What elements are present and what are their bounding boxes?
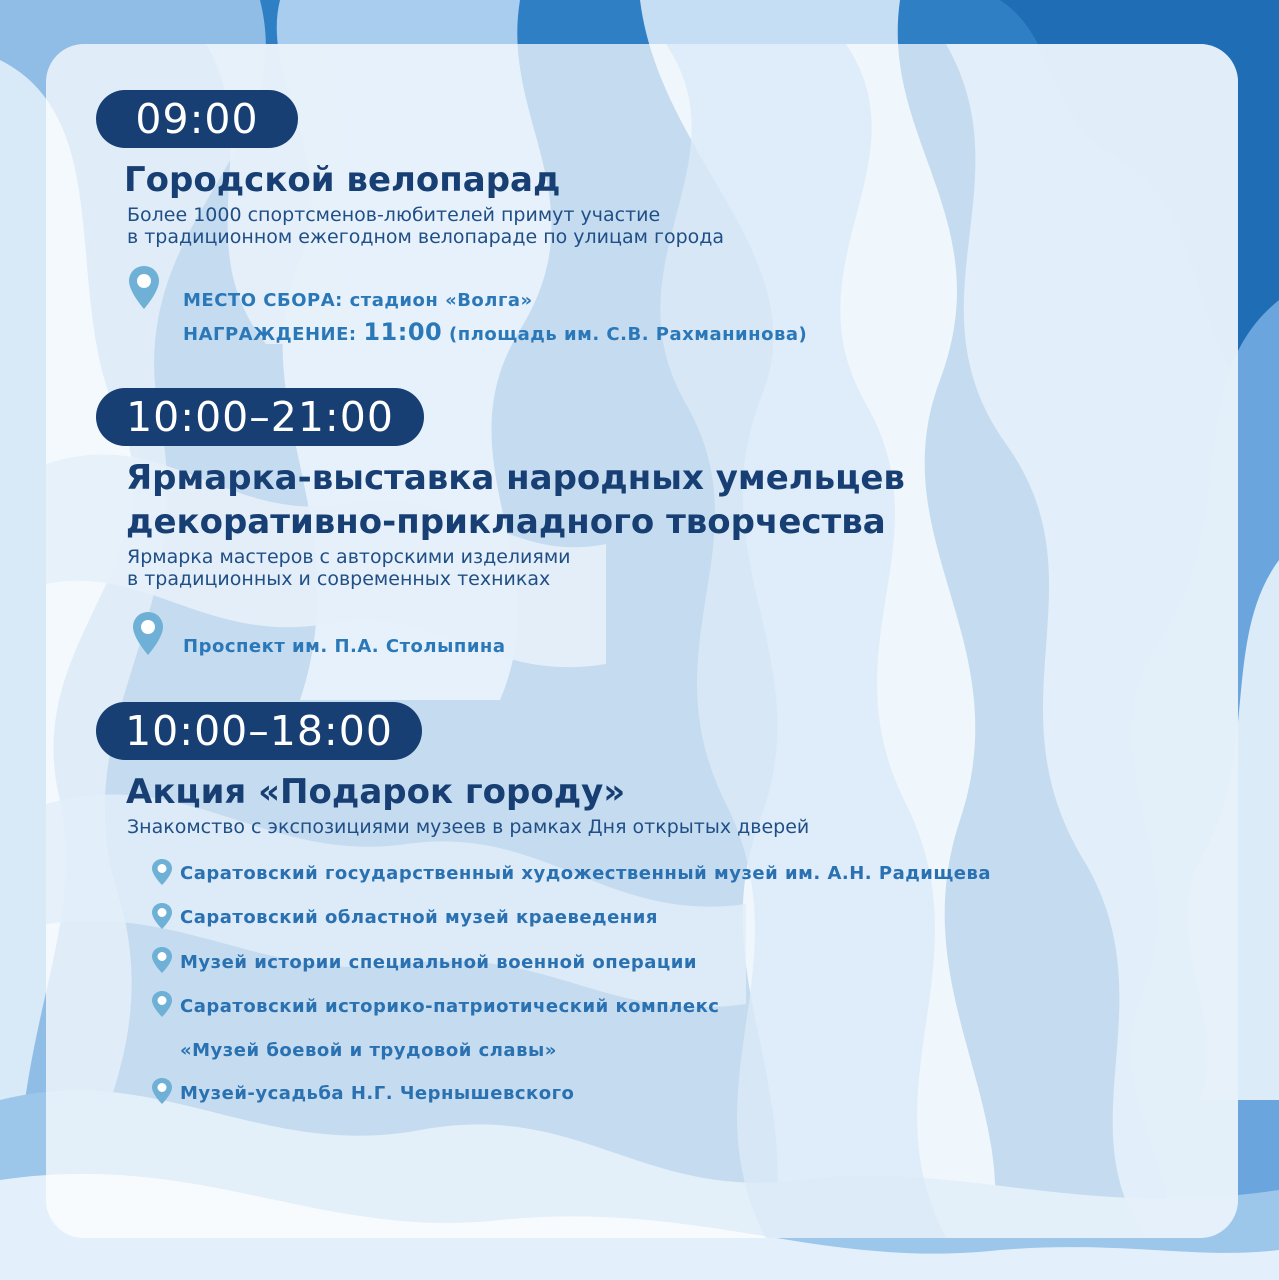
event-description-line: в традиционном ежегодном велопараде по улицам города bbox=[127, 226, 725, 248]
map-pin-icon bbox=[126, 264, 162, 312]
museum-item-continued: «Музей боевой и трудовой славы» bbox=[180, 1040, 557, 1061]
event-time-badge: 10:00–21:00 bbox=[96, 388, 424, 446]
map-pin-icon bbox=[151, 902, 173, 930]
museum-item: Саратовский государственный художественный музей им. А.Н. Радищева bbox=[180, 863, 992, 884]
award-label: НАГРАЖДЕНИЕ: bbox=[183, 324, 357, 345]
museum-item: Музей истории специальной военной операции bbox=[180, 952, 698, 973]
event-title: Ярмарка-выставка народных умельцев bbox=[126, 458, 905, 498]
gathering-label: МЕСТО СБОРА: bbox=[183, 290, 343, 311]
award-info bbox=[183, 317, 807, 350]
museum-item: Саратовский историко-патриотический комплекс bbox=[180, 996, 720, 1017]
event-time-badge: 09:00 bbox=[96, 90, 298, 148]
map-pin-icon bbox=[151, 990, 173, 1018]
gathering-value: стадион «Волга» bbox=[349, 290, 533, 311]
award-place: (площадь им. С.В. Рахманинова) bbox=[449, 324, 808, 345]
event-title: Акция «Подарок городу» bbox=[126, 772, 626, 812]
museum-item: Музей-усадьба Н.Г. Чернышевского bbox=[180, 1083, 575, 1104]
map-pin-icon bbox=[151, 946, 173, 974]
event-location: Проспект им. П.А. Столыпина bbox=[183, 636, 506, 657]
museum-item: Саратовский областной музей краеведения bbox=[180, 907, 658, 928]
event-description-line: Ярмарка мастеров с авторскими изделиями bbox=[127, 546, 571, 568]
event-description-line: в традиционных и современных техниках bbox=[127, 568, 551, 590]
map-pin-icon bbox=[151, 1077, 173, 1105]
event-title: Городской велопарад bbox=[124, 160, 561, 200]
map-pin-icon bbox=[151, 858, 173, 886]
event-title: декоративно-прикладного творчества bbox=[126, 502, 886, 542]
gathering-place bbox=[183, 286, 533, 316]
award-time: 11:00 bbox=[363, 318, 443, 346]
map-pin-icon bbox=[130, 610, 166, 658]
event-time-badge: 10:00–18:00 bbox=[96, 702, 422, 760]
event-description-line: Знакомство с экспозициями музеев в рамках Дня открытых дверей bbox=[127, 816, 810, 838]
event-description-line: Более 1000 спортсменов-любителей примут участие bbox=[127, 204, 661, 226]
